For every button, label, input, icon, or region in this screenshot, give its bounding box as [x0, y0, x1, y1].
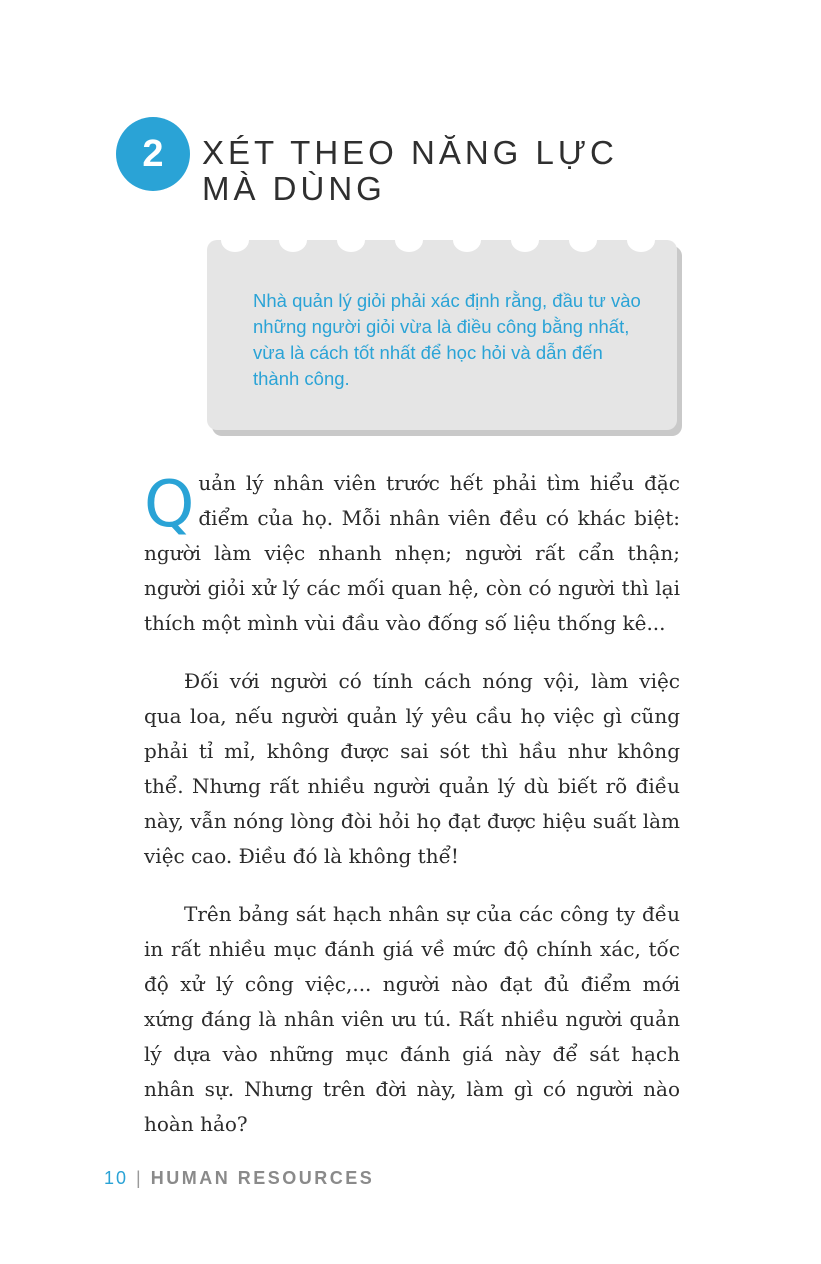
- body-text: [144, 466, 680, 1165]
- paragraph-1-text: uản lý nhân viên trước hết phải tìm hiểu đặc điểm của họ. Mỗi nhân viên đều có khác biệt: người làm việc nhanh nhẹn; người rất cẩn thận; người giỏi xử lý các mối quan hệ, còn có người thì lại thích một mình vùi đầu vào đống số liệu thống kê...: [144, 471, 680, 635]
- page-footer: [104, 1166, 374, 1190]
- paragraph-1: [144, 466, 680, 641]
- chapter-number-badge: 2: [116, 117, 190, 191]
- scallop: [221, 240, 249, 252]
- chapter-title-line-1: XÉT THEO NĂNG LỰC: [202, 134, 618, 171]
- scallop: [627, 240, 655, 252]
- chapter-header: [116, 117, 716, 217]
- scallop: [453, 240, 481, 252]
- chapter-title: [202, 135, 618, 207]
- footer-separator: |: [136, 1168, 141, 1188]
- pull-quote-card: [207, 240, 677, 430]
- scallop: [395, 240, 423, 252]
- scalloped-edge: [207, 240, 677, 252]
- scallop: [279, 240, 307, 252]
- chapter-title-line-2: MÀ DÙNG: [202, 170, 386, 207]
- paragraph-3: Trên bảng sát hạch nhân sự của các công ty đều in rất nhiều mục đánh giá về mức độ chính xác, tốc độ xử lý công việc,... người nào đạt đủ điểm mới xứng đáng là nhân viên ưu tú. Rất nhiều người quản lý dựa vào những mục đánh giá này để sát hạch nhân sự. Nhưng trên đời này, làm gì có người nào hoàn hảo?: [144, 902, 680, 1136]
- page-number: 10: [104, 1168, 129, 1188]
- paragraph-2: Đối với người có tính cách nóng vội, làm việc qua loa, nếu người quản lý yêu cầu họ việc gì cũng phải tỉ mỉ, không được sai sót thì hầu như không thể. Nhưng rất nhiều người quản lý dù biết rõ điều này, vẫn nóng lòng đòi hỏi họ đạt được hiệu suất làm việc cao. Điều đó là không thể!: [144, 669, 680, 868]
- scallop: [569, 240, 597, 252]
- scallop: [511, 240, 539, 252]
- drop-cap: Q: [144, 468, 195, 542]
- scallop: [337, 240, 365, 252]
- pull-quote-text: Nhà quản lý giỏi phải xác định rằng, đầu tư vào những người giỏi vừa là điều công bằng nhất, vừa là cách tốt nhất để học hỏi và dẫn đến thành công.: [253, 290, 641, 389]
- running-title: HUMAN RESOURCES: [150, 1168, 375, 1188]
